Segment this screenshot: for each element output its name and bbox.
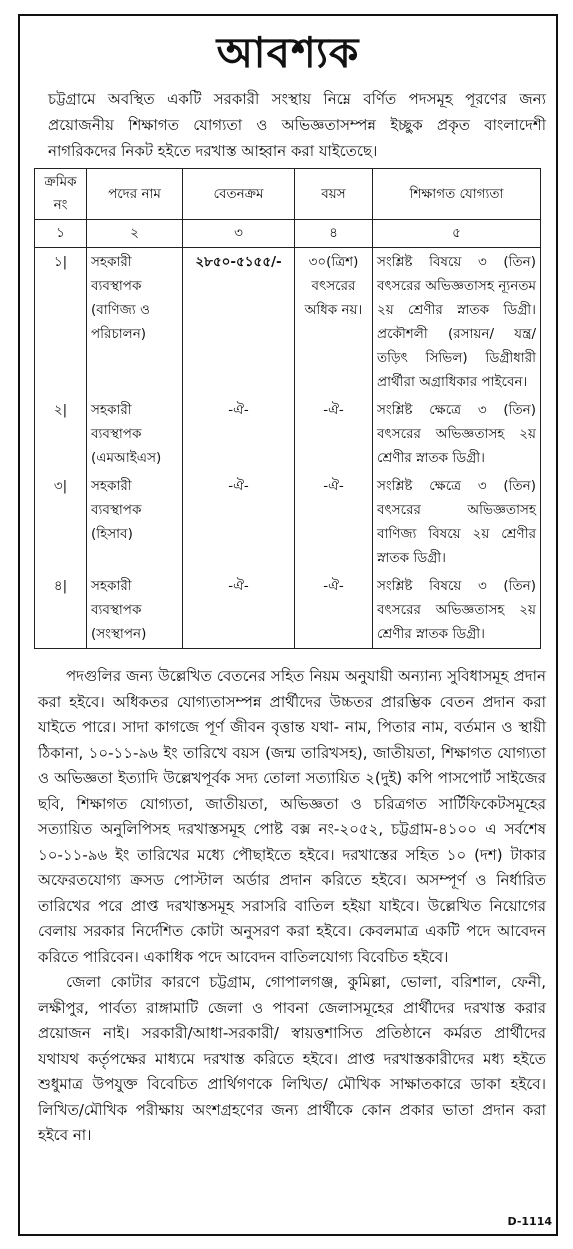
header-age: বয়স	[295, 169, 373, 220]
row-serial: ৪|	[35, 572, 87, 649]
row-qualification: সংশ্লিষ্ট বিষয়ে ৩ (তিন) বৎসরের অভিজ্ঞতাসহ ন্যূনতম ২য় শ্রেণীর স্নাতক ডিগ্রী। প্রকৌশলী (রসায়ন/ যন্ত্র/ তড়িৎ সিভিল) ডিগ্রীধারী প্রার্থীরা অগ্রাধিকার পাইবেন।	[373, 248, 541, 397]
col-number: ৩	[183, 220, 295, 248]
row-post: সহকারী ব্যবস্থাপক (এমআইএস)	[87, 396, 183, 472]
row-serial: ১|	[35, 248, 87, 397]
table-row	[35, 472, 541, 572]
row-post: সহকারী ব্যবস্থাপক (বাণিজ্য ও পরিচালন)	[87, 248, 183, 397]
header-post: পদের নাম	[87, 169, 183, 220]
row-age: -ঐ-	[295, 396, 373, 472]
row-scale: -ঐ-	[183, 472, 295, 572]
row-scale: ২৮৫০-৫১৫৫/-	[183, 248, 295, 397]
col-number: ১	[35, 220, 87, 248]
row-post: সহকারী ব্যবস্থাপক (হিসাব)	[87, 472, 183, 572]
header-serial: ক্রমিক নং	[35, 169, 87, 220]
row-qualification: সংশ্লিষ্ট বিষয়ে ৩ (তিন) বৎসরের অভিজ্ঞতাসহ ২য় শ্রেণীর স্নাতক ডিগ্রী।	[373, 572, 541, 649]
row-qualification: সংশ্লিষ্ট ক্ষেত্রে ৩ (তিন) বৎসরের অভিজ্ঞতাসহ ২য় শ্রেণীর স্নাতক ডিগ্রী।	[373, 396, 541, 472]
table-row	[35, 572, 541, 649]
ad-code: D-1114	[507, 1215, 552, 1228]
terms-paragraph: পদগুলির জন্য উল্লেখিত বেতনের সহিত নিয়ম অনুযায়ী অন্যান্য সুবিধাসমূহ প্রদান করা হইবে। অধিকতর যোগ্যতাসম্পন্ন প্রার্থীদের উচ্চতর প্রারম্ভিক বেতন প্রদান করা যাইতে পারে। সাদা কাগজে পূর্ণ জীবন বৃত্তান্ত যথা- নাম, পিতার নাম, বর্তমান ও স্থায়ী ঠিকানা, ১০-১১-৯৬ ইং তারিখে বয়স (জন্ম তারিখসহ), জাতীয়তা, শিক্ষাগত যোগ্যতা ও অভিজ্ঞতা ইত্যাদি উল্লেখপূর্বক সদ্য তোলা সত্যায়িত ২(দুই) কপি পাসপোর্ট সাইজের ছবি, শিক্ষাগত যোগ্যতা, জাতীয়তা, অভিজ্ঞতা ও চরিত্রগত সার্টিফিকেটসমূহের সত্যায়িত অনুলিপিসহ দরখাস্তসমূহ পোষ্ট বক্স নং-২০৫২, চট্টগ্রাম-৪১০০ এ সর্বশেষ ১০-১১-৯৬ ইং তারিখের মধ্যে পৌছাইতে হইবে। দরখাস্তের সহিত ১০ (দশ) টাকার অফেরতযোগ্য ক্রসড পোস্টাল অর্ডার প্রদান করিতে হইবে। অসম্পূর্ণ ও নির্ধারিত তারিখের পরে প্রাপ্ত দরখাস্তসমূহ সরাসরি বাতিল হইয়া যাইবে। উল্লেখিত নিয়োগের বেলায় সরকার নির্দেশিত কোটা অনুসরণ করা হইবে। কেবলমাত্র একটি পদে আবেদন করিতে পারিবেন। একাধিক পদে আবেদন বাতিলযোগ্য বিবেচিত হইবে।	[38, 667, 546, 966]
col-number: ৪	[295, 220, 373, 248]
row-scale: -ঐ-	[183, 396, 295, 472]
column-number-row	[35, 220, 541, 248]
row-age: -ঐ-	[295, 472, 373, 572]
col-number: ২	[87, 220, 183, 248]
row-serial: ৩|	[35, 472, 87, 572]
row-qualification: সংশ্লিষ্ট ক্ষেত্রে ৩ (তিন) বৎসরের অভিজ্ঞতাসহ বাণিজ্য বিষয়ে ২য় শ্রেণীর স্নাতক ডিগ্রী।	[373, 472, 541, 572]
row-scale: -ঐ-	[183, 572, 295, 649]
col-number: ৫	[373, 220, 541, 248]
table-row	[35, 248, 541, 397]
posts-table	[34, 168, 541, 649]
header-qualification: শিক্ষাগত যোগ্যতা	[373, 169, 541, 220]
header-scale: বেতনক্রম	[183, 169, 295, 220]
intro-paragraph: চট্টগ্রামে অবস্থিত একটি সরকারী সংস্থায় নিম্নে বর্ণিত পদসমূহ পূরণের জন্য প্রয়োজনীয় শিক্ষাগত যোগ্যতা ও অভিজ্ঞতাসম্পন্ন ইচ্ছুক প্রকৃত বাংলাদেশী নাগরিকদের নিকট হইতে দরখাস্ত আহ্বান করা যাইতেছে।	[48, 90, 546, 160]
ad-title: আবশ্যক	[216, 28, 360, 77]
row-serial: ২|	[35, 396, 87, 472]
table-row	[35, 396, 541, 472]
row-age: ৩০(ত্রিশ) বৎসরের অধিক নয়।	[295, 248, 373, 397]
terms-text	[38, 664, 546, 1149]
advertisement-box	[18, 14, 558, 1236]
row-age: -ঐ-	[295, 572, 373, 649]
table-header-row	[35, 169, 541, 220]
terms-paragraph: জেলা কোটার কারণে চট্টগ্রাম, গোপালগঞ্জ, কুমিল্লা, ভোলা, বরিশাল, ফেনী, লক্ষীপুর, পার্বত্য রাঙ্গামাটি জেলা ও পাবনা জেলাসমূহের প্রার্থীদের দরখাস্ত করার প্রয়োজন নাই। সরকারী/আধা-সরকারী/ স্বায়ত্তশাসিত প্রতিষ্ঠানে কর্মরত প্রার্থীদের যথাযথ কর্তৃপক্ষের মাধ্যমে দরখাস্ত করিতে হইবে। প্রাপ্ত দরখাস্তকারীদের মধ্য হইতে শুধুমাত্র উপযুক্ত বিবেচিত প্রার্থিগণকে লিখিত/ মৌখিক সাক্ষাতকারে ডাকা হইবে। লিখিত/মৌখিক পরীক্ষায় অংশগ্রহণের জন্য প্রার্থীকে কোন প্রকার ভাতা প্রদান করা হইবে না।	[38, 973, 546, 1144]
row-post: সহকারী ব্যবস্থাপক (সংস্থাপন)	[87, 572, 183, 649]
